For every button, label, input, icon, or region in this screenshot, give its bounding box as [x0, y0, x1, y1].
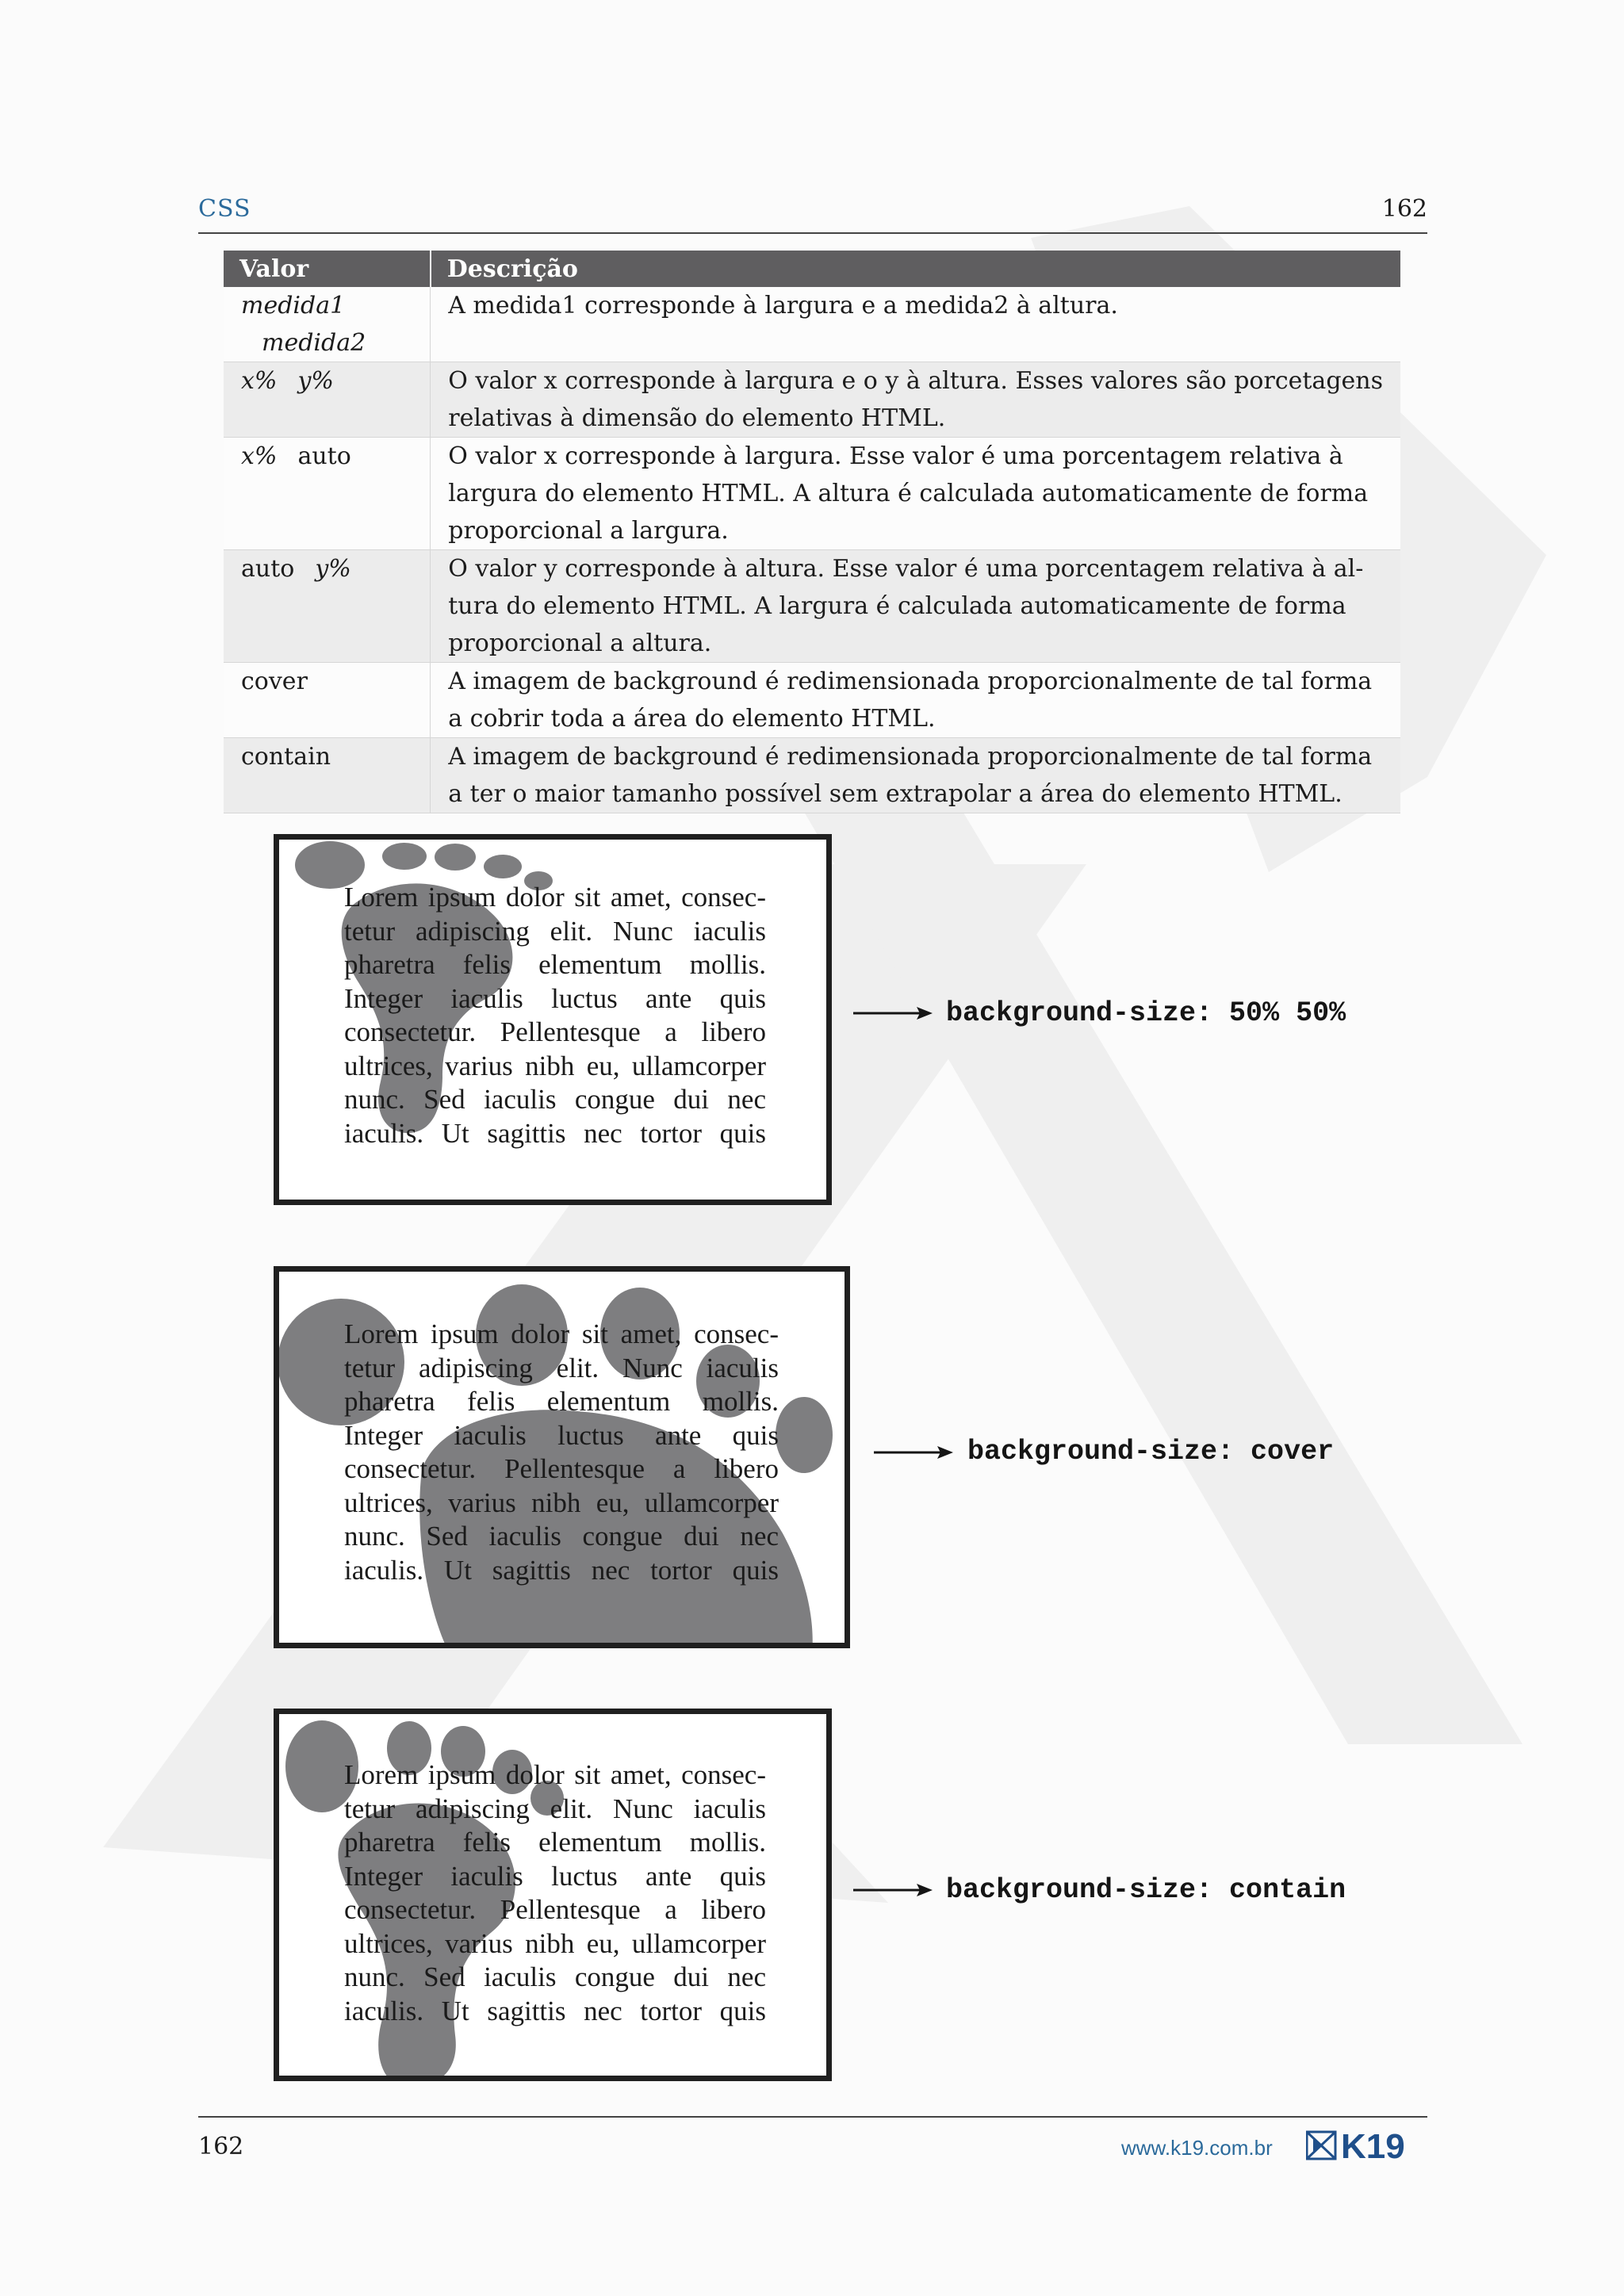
table-row [224, 287, 1400, 362]
desc-line: proporcional a altura. [448, 629, 712, 657]
table-row [224, 438, 1400, 550]
desc-line: largura do elemento HTML. A altura é calculada automaticamente de forma [448, 480, 1369, 507]
descricao-cell [431, 362, 1400, 438]
valor-a: auto [241, 555, 295, 583]
example-contain-box [274, 1709, 832, 2081]
lorem-line: tetur adipiscing elit. Nunc iaculis [344, 915, 766, 947]
footer-page-number: 162 [198, 2133, 244, 2160]
lorem-line: ultrices, varius nibh eu, ullamcorper [344, 1487, 779, 1518]
desc-line: A imagem de background é redimensionada proporcionalmente de tal forma [448, 743, 1373, 771]
valor-b: y% [315, 555, 351, 583]
valor-a: cover [241, 668, 308, 695]
lorem-line: pharetra felis elementum mollis. [344, 949, 766, 980]
descricao-cell [431, 663, 1400, 738]
lorem-line: consectetur. Pellentesque a libero [344, 1453, 779, 1484]
lorem-line: nunc. Sed iaculis congue dui nec [344, 1521, 779, 1552]
lorem-line: nunc. Sed iaculis congue dui nec [344, 1084, 766, 1115]
lorem-line: tetur adipiscing elit. Nunc iaculis [344, 1793, 766, 1824]
arrow-right-icon [853, 1881, 933, 1900]
valor-b: auto [297, 442, 351, 470]
valor-a: x% [241, 367, 278, 395]
lorem-line: iaculis. Ut sagittis nec tortor quis [344, 1117, 766, 1149]
desc-line: O valor x corresponde à largura e o y à altura. Esses valores são porcetagens [448, 367, 1383, 395]
valor-cell [224, 362, 431, 438]
lorem-line: pharetra felis elementum mollis. [344, 1827, 766, 1858]
svg-text:K19: K19 [1341, 2130, 1405, 2162]
label-background-size-cover: background-size: cover [967, 1436, 1335, 1468]
lorem-line: Integer iaculis luctus ante quis [344, 1860, 766, 1892]
desc-line: O valor x corresponde à largura. Esse valor é uma porcentagem relativa à [448, 442, 1343, 470]
desc-line: A medida1 corresponde à largura e a medida2 à altura. [448, 292, 1118, 320]
lorem-line: Lorem ipsum dolor sit amet, consec- [344, 882, 766, 913]
lorem-line: tetur adipiscing elit. Nunc iaculis [344, 1352, 779, 1383]
lorem-line: Integer iaculis luctus ante quis [344, 982, 766, 1014]
arrow-right-icon [853, 1004, 933, 1023]
valor-a: contain [241, 743, 331, 771]
descricao-cell [431, 287, 1400, 362]
footer-rule [198, 2116, 1427, 2118]
table-row [224, 663, 1400, 738]
lorem-line: consectetur. Pellentesque a libero [344, 1016, 766, 1047]
valor-cell [224, 287, 431, 362]
lorem-line: pharetra felis elementum mollis. [344, 1386, 779, 1417]
lorem-line: iaculis. Ut sagittis nec tortor quis [344, 1554, 779, 1586]
table-row [224, 550, 1400, 663]
valor-a: medida1 [241, 292, 346, 320]
valor-a: x% [241, 442, 278, 470]
label-background-size-50-50: background-size: 50% 50% [946, 997, 1346, 1029]
descricao-cell [431, 438, 1400, 550]
background-size-values-table [224, 251, 1400, 813]
example-cover-box [274, 1266, 850, 1648]
label-background-size-contain: background-size: contain [946, 1874, 1346, 1906]
arrow-right-icon [874, 1443, 953, 1462]
table-row [224, 362, 1400, 438]
lorem-paragraph [344, 1318, 779, 1587]
lorem-paragraph [344, 881, 766, 1150]
lorem-line: Lorem ipsum dolor sit amet, consec- [344, 1318, 779, 1349]
lorem-line: ultrices, varius nibh eu, ullamcorper [344, 1927, 766, 1959]
valor-cell [224, 550, 431, 663]
table-header-row [224, 251, 1400, 287]
valor-cell [224, 438, 431, 550]
running-header-page-number: 162 [1381, 195, 1427, 223]
desc-line: tura do elemento HTML. A largura é calculada automaticamente de forma [448, 592, 1346, 620]
lorem-line: Integer iaculis luctus ante quis [344, 1419, 779, 1451]
running-header-section: CSS [198, 195, 251, 223]
descricao-cell [431, 738, 1400, 813]
desc-line: O valor y corresponde à altura. Esse valor é uma porcentagem relativa à al- [448, 555, 1364, 583]
desc-line: relativas à dimensão do elemento HTML. [448, 404, 946, 432]
lorem-line: Lorem ipsum dolor sit amet, consec- [344, 1759, 766, 1790]
desc-line: a cobrir toda a área do elemento HTML. [448, 705, 936, 733]
lorem-line: nunc. Sed iaculis congue dui nec [344, 1961, 766, 1992]
valor-cell [224, 738, 431, 813]
header-rule [198, 232, 1427, 234]
lorem-paragraph [344, 1758, 766, 2028]
desc-line: a ter o maior tamanho possível sem extrapolar a área do elemento HTML. [448, 780, 1342, 808]
header-descricao: Descrição [431, 251, 1400, 287]
desc-line: A imagem de background é redimensionada proporcionalmente de tal forma [448, 668, 1373, 695]
desc-line: proporcional a largura. [448, 517, 729, 545]
lorem-line: iaculis. Ut sagittis nec tortor quis [344, 1995, 766, 2026]
valor-b: y% [297, 367, 334, 395]
descricao-cell [431, 550, 1400, 663]
table-row [224, 738, 1400, 813]
valor-cell [224, 663, 431, 738]
k19-logo [1306, 2130, 1428, 2162]
example-50-50-box [274, 834, 832, 1205]
lorem-line: consectetur. Pellentesque a libero [344, 1894, 766, 1925]
footer-url-link[interactable]: www.k19.com.br [1121, 2136, 1273, 2160]
header-valor: Valor [224, 251, 431, 287]
valor-b: medida2 [262, 329, 366, 357]
lorem-line: ultrices, varius nibh eu, ullamcorper [344, 1050, 766, 1081]
